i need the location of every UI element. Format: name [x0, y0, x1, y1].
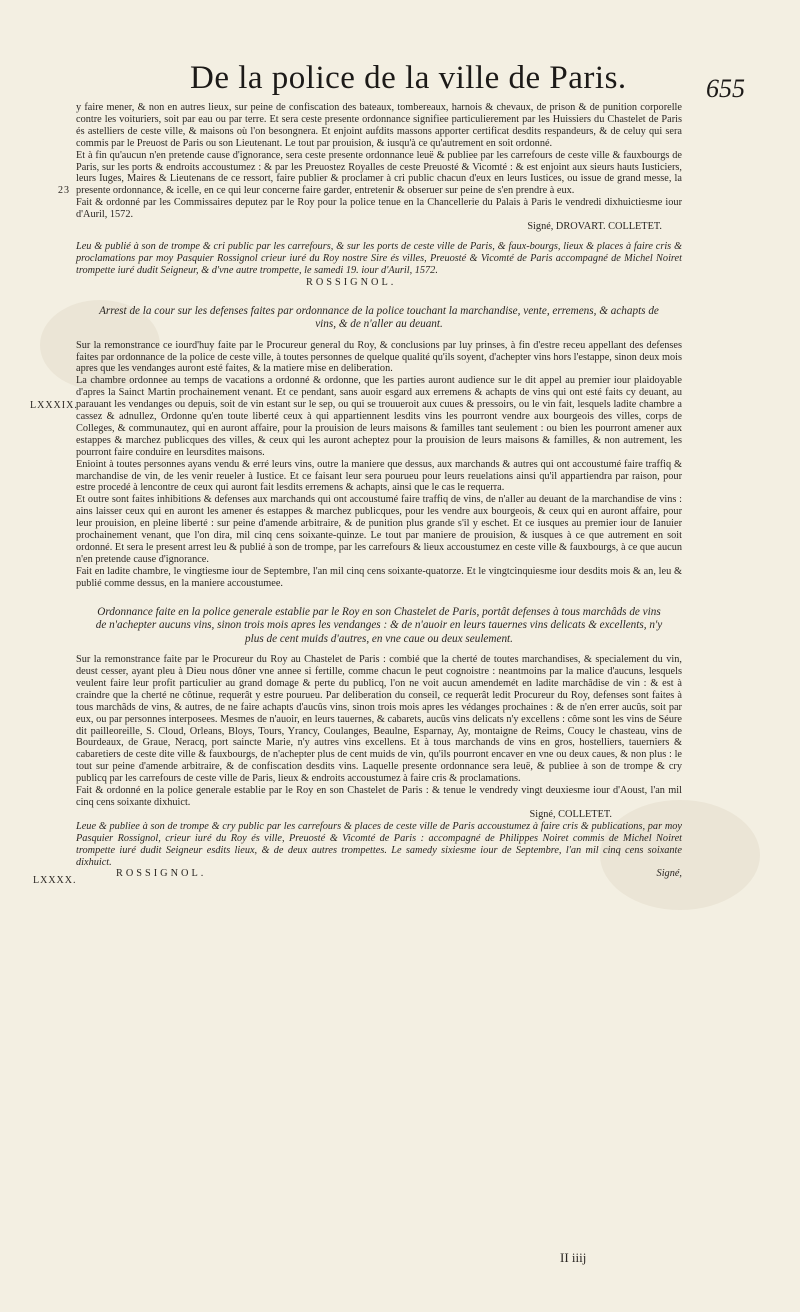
signature-mark: II iiij [560, 1250, 587, 1265]
section-heading: Arrest de la cour sur les defenses faites par ordonnance de la police touchant la marchandise, vente, erremens, & achapts de vins, & de n'aller au deuant. [99, 304, 659, 331]
paragraph: Enioint à toutes personnes ayans vendu & erré leurs vins, outre la maniere que dessus, aux marchands & autres qui ont accoustumé faire traffiq & marchandise de vin, de les venir reueler à Iustice. Et ce faisant leur sera pourueu pour leurs reuelations ainsi qu'il appartiendra par raison, pour estre procedé à lencontre de ceux qui auront fait lesdits erremens & achapts, ainsi que le cas le requerra. [76, 458, 682, 494]
section-heading: Ordonnance faite en la police generale establie par le Roy en son Chastelet de Paris, portât defenses à tous marchâds de vins de n'achepter aucuns vins, sinon trois mois apres les vendanges : & de n'auoir en leurs tauernes vins delicats & excellents, n'y plus de cent muids d'autres, en vne caue ou deux seulement. [95, 605, 663, 645]
page-number: 655 [706, 74, 745, 103]
running-header [0, 52, 800, 103]
signature-line: Signé, COLLETET. [529, 808, 612, 820]
signature-row [76, 868, 682, 880]
signature-line: ROSSIGNOL. [306, 276, 397, 288]
paragraph: Fait & ordonné en la police generale establie par le Roy en son Chastelet de Paris : & tenue le vendredy vingt deuxiesme iour d'Aoust, l'an mil cinq cens soixante dixhuict. [76, 785, 682, 808]
publication-notice: Leue & publiee à son de trompe & cry public par les carrefours & places de ceste ville de Paris accoustumez à faire cris & publications, par moy Pasquier Rossignol, crieur iuré du Roy és ville, Preuosté & Vicomté de Paris : accompagné de Philippes Noiret commis de Michel Noiret trompette iuré dudit Seigneur esdits lieux, & de deux autres trompettes. Le samedy sixiesme iour de Septembre, l'an mil cinq cens soixante dixhuict. [76, 820, 682, 868]
margin-number: LXXXX. [33, 875, 77, 886]
paragraph: Fait en ladite chambre, le vingtiesme iour de Septembre, l'an mil cinq cens soixante-quatorze. Et le vingtcinquiesme iour desdits mois & an, leu & publié comme dessus, en la maniere accoustumee. [76, 565, 682, 589]
paragraph: Et à fin qu'aucun n'en pretende cause d'ignorance, sera ceste presente ordonnance leuë & publiee par les carrefours de ceste ville & fauxbourgs de Paris, sur les ports & endroits accoustumez : & par les Preuostez Royalles de ceste Preuosté & Vicomté : & est enjoint aux sieurs hauts Iusticiers, leurs Iuges, Maires & Lieutenans de ce ressort, faire publier & proclamer à cri public chacun d'eux en leurs Iustices, ou issue de grand messe, la presente ordonnance, & icelle, en ce qui leur concerne faire garder, entretenir & obseruer sur peine de s'en prendre à eux. [76, 149, 682, 197]
paragraph: La chambre ordonnee au temps de vacations a ordonné & ordonne, que les parties auront audience sur le dit appel au premier iour plaidoyable d'apres la Sainct Martin prochainement venant. Et ce pendant, sans auoir esgard aux erremens & achapts de vins qui ont esté faits cy deuant, au parauant les vendanges ou depuis, soit de vin estant sur le sep, ou qui se trouueroit aux cuues & pressoirs, ou le vin fait, lesquels ladite chambre a cassez & adnullez, Ordonne qu'en toute liberté ceux à qui appartiennent lesdits vins les pourront vendre aux bourgeois des villes, corps de Colleges, & communautez, qui en auront affaire, pour la prouision de leurs maisons & familles tant seulement : ou bien les pourront amener aux estappes & marchez publicques des villes, & ceux qui les auront acheptez pour la prouision de leurs maisons & familles, & non autrement, les pourront faire conduire en leursdites maisons. [76, 375, 682, 458]
page-body [76, 102, 682, 880]
paragraph: Et outre sont faites inhibitions & defenses aux marchands qui ont accoustumé faire traffiq de vins, de n'aller au deuant de la marchandise de vins : ains laisser ceux qui en auront les amener és estappes & marchez publicques, pour les vendre aux bourgeois, & ceux qui en auront affaire, pour leur prouision, en pleine liberté : sur peine d'amende arbitraire, & de punition plus grande s'il y eschet. Et ce iusques au premier iour de Ianuier prochainement venant, que l'on dira, mil cinq cens soixante-quinze. Le tout par maniere de prouision, & iusques à ce que autrement en soit ordonné. Et sera le present arrest leu & publié à son de trompe, par les carrefours & lieux accoustumez en ceste ville & fauxbourgs, à ce que aucun n'en pretende cause d'ignorance. [76, 494, 682, 565]
signature-line: ROSSIGNOL. [116, 868, 207, 880]
page-title: De la police de la ville de Paris. [190, 60, 627, 96]
paragraph: y faire mener, & non en autres lieux, sur peine de confiscation des bateaux, tombereaux, harnois & chevaux, de prison & de punition corporelle contre les voituriers, soit par eau ou par terre. Et sera ceste presente ordonnance signifiee particulierement par les Huissiers du Chastelet de Paris és astelliers de ceste ville, & maisons où l'on besongnera. Et enjoint aufdits massons apporter certificat desdits respandeurs, & de celuy qui sera commis par le Preuost de Paris ou son Lieutenant. Le tout par prouision, & iusqu'à ce qu'autrement en soit ordonné. [76, 102, 682, 149]
margin-number: LXXXIX. [30, 400, 78, 411]
paragraph: Fait & ordonné par les Commissaires deputez par le Roy pour la police tenue en la Chancellerie du Palais à Paris le vendredi dixhuictiesme iour d'Auril, 1572. [76, 197, 682, 221]
signe-label: Signé, [656, 868, 682, 880]
paragraph: Sur la remonstrance ce iourd'huy faite par le Procureur general du Roy, & conclusions par luy prinses, à fin d'estre receu appellant des defenses faites par ordonnance de la police de ceste ville, à toutes personnes de quelque qualité qu'ils soyent, d'achepter vins hors l'estappe, sinon deux mois apres que les vendanges auront esté faites, & la matiere mise en deliberation. [76, 339, 682, 375]
publication-notice: Leu & publié à son de trompe & cri public par les carrefours, & sur les ports de ceste ville de Paris, & faux-bourgs, lieux & places à faire cris & proclamations par moy Pasquier Rossignol crieur iuré du Roy nostre Sire és villes, Preuosté & Vicomté de Paris accompagné de Michel Noiret trompette iuré dudit Seigneur, & d'vne autre trompette, le samedi 19. iour d'Auril, 1572. [76, 240, 682, 276]
margin-number: 23 [58, 185, 70, 196]
signature-line: Signé, DROVART. COLLETET. [527, 221, 662, 233]
paragraph: Sur la remonstrance faite par le Procureur du Roy au Chastelet de Paris : combié que la cherté de toutes marchandises, & specialement du vin, deust cesser, ayant pleu à Dieu nous dôner vne annee si fertille, comme chacun le peut cognoistre : neantmoins par la malice d'aucuns, lesquels veulent faire leur profit particulier au grand domage & perte du publicq, l'on ne voit aucun amendemét en ladite marchâdise de vin : & est à craindre que la cherté ne côtinue, requerât y estre pourueu. Par deliberation du conseil, ce requerât ledit Procureur du Roy, defenses sont faites à tous marchâds de vins, & autres, de ne faire achapts d'aucûs vins, sinon trois mois apres les védanges prochaines : & de n'en errer aucûs, soit par eux, ou par personnes interposees. Mesmes de n'auoir, en leurs tauernes, & cabarets, aucûs vins delicats n'y excellens : côme sont les vins de Séure dit pailleoreille, S. Cloud, Orleans, Bloys, Tours, Yrancy, Coulanges, Beaulne, Esparnay, Ay, montaigne de Reims, Coucy le chasteau, vins de Bourdeaux, de Graue, Neracq, port saincte Marie, n'y autres vins excellens. Et à tous marchands de vins en gros, hostelliers, tauerniers & cabaretiers de ceste dite ville & fauxbourgs, de n'achepter plus de cent muids de vin, qu'ils pourront encaver en vne ou deux caues, & non plus : le tout sur peine d'amende arbitraire, & de confiscation desdits vins. Laquelle presente ordonnance sera leuë, & publiee à son de trompe & cry publicq par les carrefours de ceste ville de Paris, lieux & endroits accoustumez à faire cris & proclamations. [76, 654, 682, 785]
